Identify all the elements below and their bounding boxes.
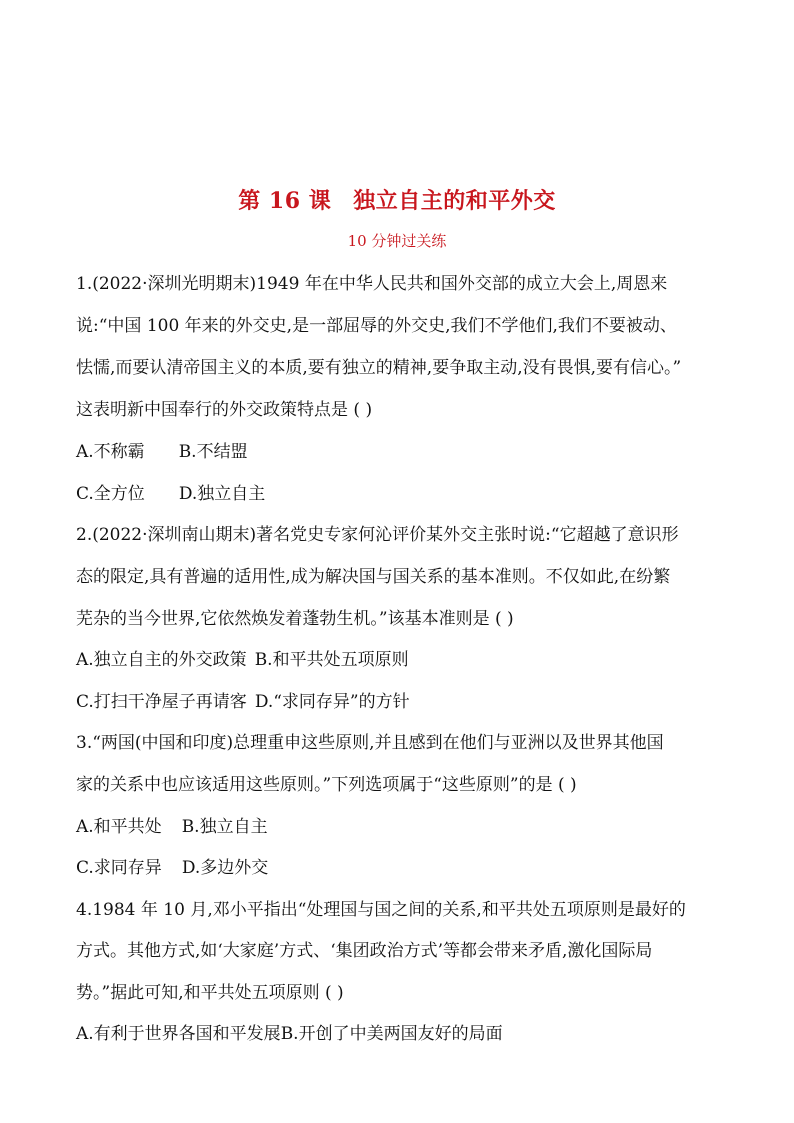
q1-stem-line-3: 怯懦,而要认清帝国主义的本质,要有独立的精神,要争取主动,没有畏惧,要有信心。”: [76, 358, 682, 378]
q3-option-b: B.独立自主: [181, 817, 268, 837]
q2-option-b: B.和平共处五项原则: [254, 650, 409, 670]
q2-stem-line-2: 态的限定,具有普遍的适用性,成为解决国与国关系的基本准则。不仅如此,在纷繁: [76, 567, 671, 587]
q1-options-row-1: [76, 440, 248, 464]
q1-option-b: B.不结盟: [178, 442, 248, 462]
q1-stem-line-1: 1.(2022·深圳光明期末)1949 年在中华人民共和国外交部的成立大会上,周恩来: [76, 274, 668, 294]
lesson-name: 独立自主的和平外交: [353, 188, 556, 214]
q4-stem-line-1: 4.1984 年 10 月,邓小平指出“处理国与国之间的关系,和平共处五项原则是最好的: [76, 900, 686, 920]
q3-option-a: A.和平共处: [76, 817, 162, 837]
q3-option-c: C.求同存异: [76, 858, 162, 878]
q4-stem-text: 势。”据此可知,和平共处五项原则: [76, 983, 320, 1003]
q4-options-row-1: [76, 1022, 503, 1046]
q3-answer-blank: ( ): [557, 775, 577, 795]
lesson-number: 第 16 课: [238, 188, 332, 214]
q1-answer-blank: ( ): [353, 400, 373, 420]
q1-stem-line-2: 说:“中国 100 年来的外交史,是一部屈辱的外交史,我们不学他们,我们不要被动、: [76, 316, 677, 336]
q1-option-d: D.独立自主: [178, 484, 266, 504]
q1-stem-text: 这表明新中国奉行的外交政策特点是: [76, 400, 348, 420]
q3-options-row-2: [76, 856, 268, 880]
q2-stem-line-3: [76, 607, 514, 631]
q1-option-a: A.不称霸: [76, 442, 145, 462]
q2-options-row-2: [76, 690, 410, 714]
q3-stem-line-1: 3.“两国(中国和印度)总理重申这些原则,并且感到在他们与亚洲以及世界其他国: [76, 733, 664, 753]
page-subtitle: 10 分钟过关练: [347, 232, 447, 250]
q3-option-d: D.多边外交: [181, 858, 269, 878]
q4-option-b: B.开创了中美两国友好的局面: [280, 1024, 503, 1044]
q3-options-row-1: [76, 815, 268, 839]
q4-option-a: A.有利于世界各国和平发展: [76, 1024, 281, 1044]
q3-stem-line-2: [76, 773, 577, 797]
q2-answer-blank: ( ): [495, 609, 514, 629]
q2-stem-line-1: 2.(2022·深圳南山期末)著名党史专家何沁评价某外交主张时说:“它超越了意识形: [76, 525, 679, 545]
q1-stem-line-4: [76, 398, 372, 422]
q2-stem-text: 芜杂的当今世界,它依然焕发着蓬勃生机。”该基本准则是: [76, 609, 490, 629]
page-title: [0, 184, 794, 215]
q4-stem-line-3: [76, 981, 344, 1005]
q2-option-a: A.独立自主的外交政策: [76, 650, 247, 670]
q2-option-d: D.“求同存异”的方针: [254, 692, 410, 712]
q1-options-row-2: [76, 482, 265, 506]
q2-option-c: C.打扫干净屋子再请客: [76, 692, 247, 712]
q4-answer-blank: ( ): [325, 983, 344, 1003]
q3-stem-text: 家的关系中也应该适用这些原则。”下列选项属于“这些原则”的是: [76, 775, 553, 795]
q2-options-row-1: [76, 648, 409, 672]
q1-option-c: C.全方位: [76, 484, 145, 504]
q4-stem-line-2: 方式。其他方式,如‘大家庭’方式、‘集团政治方式’等都会带来矛盾,激化国际局: [76, 941, 653, 961]
